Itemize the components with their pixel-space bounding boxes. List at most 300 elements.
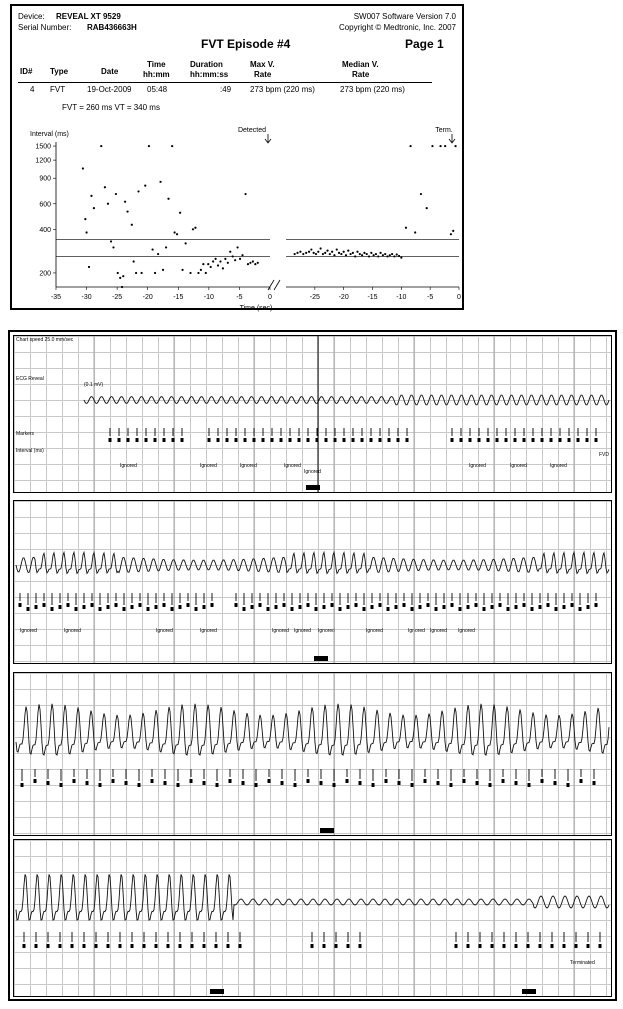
data-point — [338, 252, 340, 254]
x-axis-label: Time (sec) — [239, 305, 273, 312]
data-point — [336, 248, 338, 250]
marker-annotation — [34, 779, 37, 783]
data-point — [224, 258, 226, 260]
marker-annotation — [83, 605, 86, 609]
marker-annotation — [115, 603, 118, 607]
ignored-label: Ignored — [510, 463, 527, 469]
y-tick-label: 200 — [39, 270, 51, 278]
x-tick-label: -25 — [309, 294, 320, 301]
marker-annotation — [118, 438, 121, 442]
marker-annotation — [496, 438, 499, 442]
data-point — [217, 264, 219, 266]
data-point — [171, 145, 173, 147]
x-tick-label: -30 — [81, 294, 92, 301]
y-tick-label: 400 — [39, 226, 51, 234]
data-point — [349, 253, 351, 255]
data-point — [104, 186, 106, 188]
marker-annotation — [532, 438, 535, 442]
data-point — [308, 251, 310, 253]
marker-annotation — [435, 607, 438, 611]
data-point — [110, 240, 112, 242]
marker-annotation — [235, 603, 238, 607]
marker-annotation — [280, 438, 283, 442]
marker-annotation — [195, 607, 198, 611]
marker-annotation — [515, 605, 518, 609]
marker-annotation — [515, 781, 518, 785]
marker-annotation — [259, 603, 262, 607]
x-tick-label: -20 — [142, 294, 153, 301]
ecg-strip-3 — [13, 672, 612, 836]
data-point — [133, 260, 135, 262]
marker-annotation — [21, 783, 24, 787]
x-tick-label: -5 — [236, 294, 243, 301]
marker-annotation — [203, 781, 206, 785]
marker-annotation — [587, 605, 590, 609]
data-point — [454, 145, 456, 147]
col-date: Date — [101, 67, 119, 76]
marker-annotation — [181, 438, 184, 442]
marker-annotation — [575, 944, 578, 948]
marker-annotation — [563, 944, 566, 948]
marker-annotation — [451, 603, 454, 607]
marker-annotation — [347, 605, 350, 609]
marker-annotation — [437, 781, 440, 785]
marker-annotation — [359, 781, 362, 785]
data-point — [137, 190, 139, 192]
data-point — [405, 227, 407, 229]
data-point — [159, 181, 161, 183]
marker-annotation — [379, 438, 382, 442]
timing-bar — [210, 989, 224, 994]
x-tick-label: -15 — [173, 294, 184, 301]
marker-annotation — [455, 944, 458, 948]
data-point — [249, 262, 251, 264]
marker-annotation — [99, 783, 102, 787]
ignored-label: Ignored — [272, 628, 289, 634]
marker-annotation — [507, 607, 510, 611]
marker-annotation — [229, 779, 232, 783]
marker-annotation — [226, 438, 229, 442]
marker-annotation — [262, 438, 265, 442]
data-point — [377, 255, 379, 257]
ecg-waveform — [16, 704, 609, 755]
marker-annotation — [107, 944, 110, 948]
data-point — [157, 253, 159, 255]
marker-annotation — [567, 783, 570, 787]
data-point — [210, 266, 212, 268]
detected-annotation: Detected — [237, 127, 267, 134]
marker-annotation — [479, 944, 482, 948]
marker-annotation — [73, 779, 76, 783]
ecg-strips — [8, 330, 617, 1001]
marker-annotation — [397, 438, 400, 442]
marker-annotation — [251, 605, 254, 609]
marker-annotation — [355, 603, 358, 607]
data-point — [115, 193, 117, 195]
marker-annotation — [323, 944, 326, 948]
x-tick-label: -35 — [50, 294, 62, 301]
marker-annotation — [315, 607, 318, 611]
ignored-label: Ignored — [156, 628, 173, 634]
data-point — [450, 233, 452, 235]
marker-annotation — [203, 605, 206, 609]
marker-annotation — [208, 438, 211, 442]
marker-annotation — [307, 438, 310, 442]
data-point — [324, 252, 326, 254]
marker-annotation — [307, 779, 310, 783]
marker-annotation — [136, 438, 139, 442]
marker-annotation — [586, 438, 589, 442]
marker-annotation — [343, 438, 346, 442]
interval-scatter-chart — [12, 112, 462, 312]
data-point — [398, 255, 400, 257]
marker-annotation — [352, 438, 355, 442]
data-point — [244, 193, 246, 195]
marker-annotation — [539, 944, 542, 948]
data-point — [391, 253, 393, 255]
col-max-v: Max V. — [250, 60, 275, 69]
marker-annotation — [515, 944, 518, 948]
col-duration: Duration — [190, 60, 223, 69]
marker-annotation — [291, 607, 294, 611]
data-point — [315, 253, 317, 255]
device-label: Device: — [18, 12, 45, 21]
marker-annotation — [99, 607, 102, 611]
data-point — [426, 207, 428, 209]
data-point — [375, 253, 377, 255]
data-point — [165, 246, 167, 248]
data-point — [379, 252, 381, 254]
col-median-rate: Rate — [352, 70, 370, 79]
marker-annotation — [215, 944, 218, 948]
x-tick-label: -25 — [112, 294, 123, 301]
marker-annotation — [325, 438, 328, 442]
marker-annotation — [580, 779, 583, 783]
table-divider — [18, 82, 432, 83]
data-point — [361, 254, 363, 256]
marker-annotation — [593, 781, 596, 785]
marker-annotation — [145, 438, 148, 442]
marker-annotation — [86, 781, 89, 785]
marker-annotation — [403, 603, 406, 607]
marker-annotation — [595, 438, 598, 442]
ignored-label: Ignored — [20, 628, 37, 634]
marker-annotation — [459, 607, 462, 611]
data-point — [305, 252, 307, 254]
data-point — [343, 251, 345, 253]
data-point — [121, 286, 123, 288]
marker-annotation — [406, 438, 409, 442]
marker-annotation — [311, 944, 314, 948]
marker-annotation — [187, 603, 190, 607]
marker-annotation — [164, 781, 167, 785]
marker-annotation — [323, 605, 326, 609]
marker-annotation — [211, 603, 214, 607]
data-point — [431, 145, 433, 147]
marker-annotation — [359, 944, 362, 948]
episode-report — [10, 4, 464, 310]
marker-annotation — [478, 438, 481, 442]
markers-label: Markers — [16, 431, 35, 437]
data-point — [257, 262, 259, 264]
cell-median-rate: 273 bpm (220 ms) — [340, 85, 405, 94]
marker-annotation — [143, 944, 146, 948]
marker-annotation — [370, 438, 373, 442]
data-point — [317, 251, 319, 253]
marker-annotation — [138, 783, 141, 787]
data-point — [363, 252, 365, 254]
x-tick-label: -10 — [396, 294, 407, 301]
col-id: ID# — [20, 67, 33, 76]
data-point — [229, 251, 231, 253]
marker-annotation — [463, 779, 466, 783]
data-point — [331, 251, 333, 253]
marker-annotation — [43, 603, 46, 607]
marker-annotation — [514, 438, 517, 442]
data-point — [313, 252, 315, 254]
marker-annotation — [483, 607, 486, 611]
marker-annotation — [217, 438, 220, 442]
ignored-label: Ignored — [458, 628, 475, 634]
serial-label: Serial Number: — [18, 23, 72, 32]
y-tick-label: 1500 — [35, 143, 51, 151]
data-point — [247, 263, 249, 265]
marker-annotation — [411, 783, 414, 787]
marker-annotation — [227, 944, 230, 948]
y-tick-label: 600 — [39, 201, 51, 209]
data-point — [444, 145, 446, 147]
marker-annotation — [83, 944, 86, 948]
data-point — [167, 198, 169, 200]
data-point — [354, 255, 356, 257]
marker-annotation — [307, 603, 310, 607]
marker-annotation — [551, 944, 554, 948]
thresholds-text: FVT = 260 ms VT = 340 ms — [62, 103, 160, 112]
marker-annotation — [577, 438, 580, 442]
data-point — [93, 207, 95, 209]
data-point — [420, 193, 422, 195]
data-point — [232, 255, 234, 257]
ignored-label: Ignored — [64, 628, 81, 634]
data-point — [345, 254, 347, 256]
software-version: SW007 Software Version 7.0 — [353, 12, 456, 21]
ignored-label: Ignored — [294, 628, 311, 634]
marker-annotation — [476, 781, 479, 785]
marker-annotation — [47, 781, 50, 785]
data-point — [236, 246, 238, 248]
x-tick-label: -10 — [203, 294, 214, 301]
marker-annotation — [275, 605, 278, 609]
marker-annotation — [547, 603, 550, 607]
marker-annotation — [333, 783, 336, 787]
data-point — [356, 251, 358, 253]
marker-annotation — [95, 944, 98, 948]
data-point — [117, 272, 119, 274]
serial-value: RAB436663H — [87, 23, 137, 32]
data-point — [333, 254, 335, 256]
marker-annotation — [67, 603, 70, 607]
marker-annotation — [47, 944, 50, 948]
marker-annotation — [491, 605, 494, 609]
marker-annotation — [163, 438, 166, 442]
data-point — [200, 269, 202, 271]
data-point — [326, 250, 328, 252]
marker-annotation — [268, 779, 271, 783]
col-time-unit: hh:mm — [143, 70, 170, 79]
ecg-waveform — [16, 552, 609, 573]
marker-annotation — [571, 603, 574, 607]
marker-annotation — [331, 603, 334, 607]
data-point — [185, 242, 187, 244]
data-point — [254, 263, 256, 265]
cell-id: 4 — [30, 85, 35, 94]
data-point — [148, 145, 150, 147]
cell-max-rate: 273 bpm (220 ms) — [250, 85, 315, 94]
data-point — [296, 252, 298, 254]
col-duration-unit: hh:mm:ss — [190, 70, 229, 79]
data-point — [227, 262, 229, 264]
data-point — [179, 212, 181, 214]
data-point — [192, 228, 194, 230]
marker-annotation — [320, 781, 323, 785]
marker-annotation — [450, 783, 453, 787]
marker-annotation — [559, 438, 562, 442]
marker-annotation — [467, 605, 470, 609]
episode-title: FVT Episode #4 — [201, 37, 291, 51]
ecg-trace-area — [14, 673, 611, 835]
marker-annotation — [71, 944, 74, 948]
marker-annotation — [388, 438, 391, 442]
marker-annotation — [460, 438, 463, 442]
ignored-label: Ignored — [304, 469, 321, 475]
data-point — [340, 253, 342, 255]
cell-date: 19-Oct-2009 — [87, 85, 132, 94]
data-point — [131, 224, 133, 226]
marker-annotation — [339, 607, 342, 611]
marker-annotation — [235, 438, 238, 442]
ecg-strip-1 — [13, 335, 612, 493]
ignored-label: Ignored — [430, 628, 447, 634]
marker-annotation — [59, 605, 62, 609]
data-point — [122, 275, 124, 277]
marker-annotation — [387, 607, 390, 611]
marker-annotation — [487, 438, 490, 442]
marker-annotation — [523, 438, 526, 442]
data-point — [384, 253, 386, 255]
data-point — [119, 277, 121, 279]
data-point — [189, 272, 191, 274]
marker-annotation — [109, 438, 112, 442]
marker-annotation — [427, 603, 430, 607]
gain-label: (0.1 mV) — [84, 382, 104, 388]
marker-annotation — [253, 438, 256, 442]
marker-annotation — [131, 605, 134, 609]
data-point — [382, 254, 384, 256]
marker-annotation — [505, 438, 508, 442]
term-annotation: Term. — [435, 127, 453, 134]
marker-annotation — [131, 944, 134, 948]
interval-label: Interval (ms) — [16, 448, 44, 454]
ignored-label: Ignored — [408, 628, 425, 634]
data-point — [82, 167, 84, 169]
data-point — [310, 248, 312, 250]
data-point — [400, 257, 402, 259]
marker-annotation — [541, 438, 544, 442]
terminated-label: Terminated — [570, 960, 595, 966]
term-arrow — [449, 134, 455, 143]
marker-annotation — [191, 944, 194, 948]
marker-annotation — [243, 607, 246, 611]
cell-type: FVT — [50, 85, 66, 94]
data-point — [112, 246, 114, 248]
marker-annotation — [298, 438, 301, 442]
marker-annotation — [361, 438, 364, 442]
marker-annotation — [294, 783, 297, 787]
marker-annotation — [179, 944, 182, 948]
marker-annotation — [528, 783, 531, 787]
data-point — [299, 251, 301, 253]
marker-annotation — [155, 605, 158, 609]
ecg-lead-label: ECG Reveal — [16, 376, 44, 382]
data-point — [294, 253, 296, 255]
data-point — [162, 269, 164, 271]
marker-annotation — [379, 603, 382, 607]
data-point — [359, 253, 361, 255]
marker-annotation — [23, 944, 26, 948]
data-point — [194, 227, 196, 229]
marker-annotation — [283, 603, 286, 607]
x-tick-label: -5 — [427, 294, 434, 301]
data-point — [241, 254, 243, 256]
data-point — [414, 231, 416, 233]
marker-annotation — [541, 779, 544, 783]
data-point — [373, 254, 375, 256]
marker-annotation — [255, 783, 258, 787]
chart-speed-label: Chart speed 25.0 mm/sec — [16, 337, 74, 343]
timing-bar — [314, 656, 328, 661]
ignored-label: Ignored — [240, 463, 257, 469]
data-point — [368, 255, 370, 257]
data-point — [141, 272, 143, 274]
data-point — [452, 230, 454, 232]
marker-annotation — [51, 607, 54, 611]
marker-annotation — [587, 944, 590, 948]
timing-bar — [320, 828, 334, 833]
marker-annotation — [539, 605, 542, 609]
data-point — [389, 254, 391, 256]
marker-annotation — [499, 603, 502, 607]
fvd-label: FVD — [599, 452, 609, 458]
data-point — [135, 272, 137, 274]
marker-annotation — [347, 944, 350, 948]
marker-annotation — [371, 605, 374, 609]
detected-arrow — [265, 134, 271, 143]
marker-annotation — [489, 783, 492, 787]
ecg-trace-area — [14, 501, 611, 663]
cell-duration: :49 — [220, 85, 232, 94]
x-tick-label: -20 — [338, 294, 349, 301]
marker-annotation — [363, 607, 366, 611]
data-point — [212, 260, 214, 262]
ecg-strip-2 — [13, 500, 612, 664]
marker-annotation — [179, 605, 182, 609]
marker-annotation — [503, 944, 506, 948]
y-tick-label: 900 — [39, 175, 51, 183]
data-point — [84, 218, 86, 220]
marker-annotation — [335, 944, 338, 948]
ecg-strip-4 — [13, 839, 612, 997]
data-point — [219, 260, 221, 262]
